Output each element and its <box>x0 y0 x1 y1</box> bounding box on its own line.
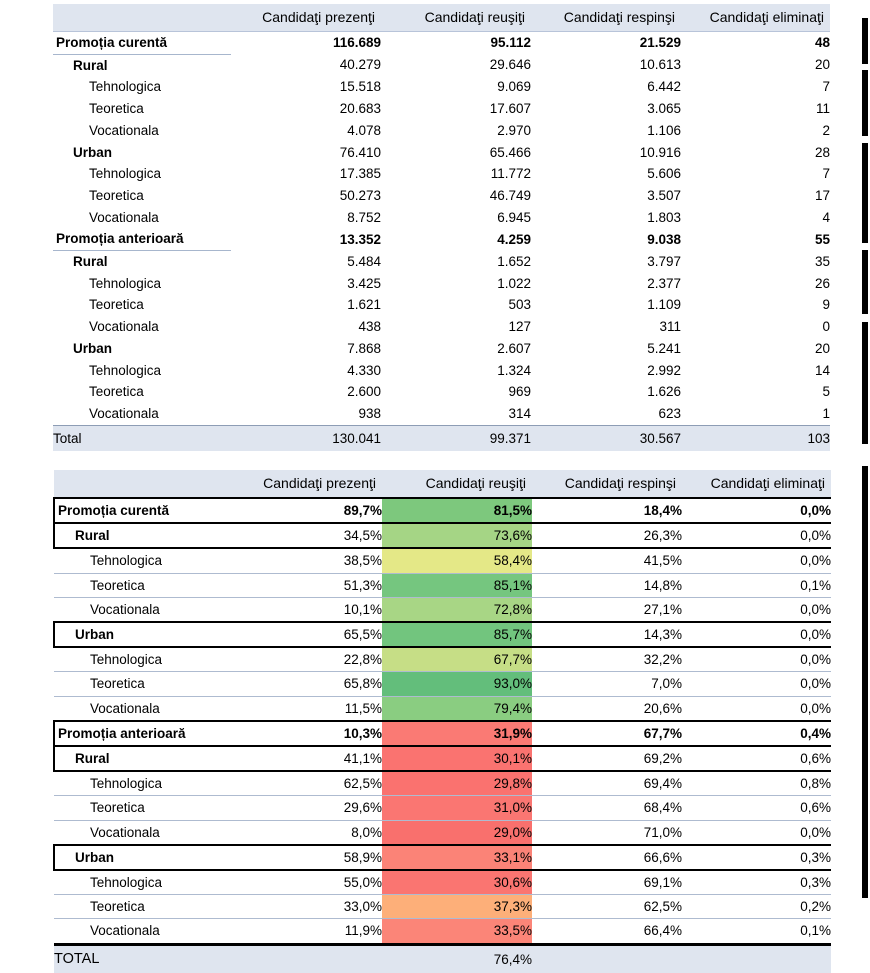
row-value: 8.752 <box>347 209 381 225</box>
row-value: 48 <box>814 35 830 51</box>
table-row <box>53 54 830 76</box>
table-row <box>54 845 831 870</box>
row-value: 116.689 <box>332 35 381 51</box>
percent-table <box>53 470 831 973</box>
row-value-heat: 79,4% <box>382 696 532 721</box>
row-value: 20,6% <box>532 696 682 721</box>
table-row <box>53 207 830 229</box>
row-label: Vocationala <box>54 919 232 944</box>
row-value: 1.621 <box>347 297 381 313</box>
row-value: 89,7% <box>232 498 382 523</box>
row-value: 0 <box>822 319 830 335</box>
counts-header-label <box>53 4 231 32</box>
row-value: 10,3% <box>232 721 382 746</box>
percent-header-respinsi: Candidaţi respinşi <box>532 470 682 498</box>
row-value: 0,3% <box>682 845 831 870</box>
edge-strip-segment <box>862 322 868 444</box>
total-label: Total <box>53 425 231 451</box>
row-value: 69,4% <box>532 771 682 796</box>
row-value: 65.466 <box>489 144 531 160</box>
table-row <box>53 98 830 120</box>
table-row <box>54 721 831 746</box>
row-label: Tehnologica <box>54 647 232 672</box>
row-label: Teoretica <box>89 297 144 313</box>
row-value: 4.259 <box>497 231 531 247</box>
row-value: 67,7% <box>532 721 682 746</box>
total-value: 130.041 <box>231 425 381 451</box>
table-row <box>53 32 830 55</box>
row-value-heat: 85,1% <box>382 573 532 597</box>
row-value: 33,0% <box>232 895 382 919</box>
row-value: 1.022 <box>497 275 531 291</box>
table-row <box>53 403 830 425</box>
row-value: 0,0% <box>682 548 831 573</box>
row-label: Urban <box>73 340 113 356</box>
row-value: 2.377 <box>647 275 681 291</box>
percent-header-prezenti: Candidaţi prezenţi <box>232 470 382 498</box>
percent-header-reusiti: Candidaţi reuşiţi <box>382 470 532 498</box>
row-value: 2 <box>822 122 830 138</box>
row-label: Rural <box>73 57 108 73</box>
table-row <box>53 120 830 142</box>
counts-table <box>53 4 830 451</box>
row-value: 3.425 <box>347 275 381 291</box>
row-label: Rural <box>54 746 232 771</box>
counts-header-respinsi: Candidaţi respinşi <box>531 4 681 32</box>
row-label: Tehnologica <box>54 870 232 895</box>
row-label: Vocationala <box>89 209 159 225</box>
row-value: 7.868 <box>347 340 381 356</box>
row-value: 20 <box>814 340 830 356</box>
row-value: 18,4% <box>532 498 682 523</box>
row-value: 21.529 <box>639 35 681 51</box>
row-value-heat: 33,5% <box>382 919 532 944</box>
table-row <box>53 338 830 360</box>
row-value: 13.352 <box>339 231 381 247</box>
total-value: 99.371 <box>381 425 531 451</box>
row-label: Tehnologica <box>54 548 232 573</box>
row-label: Teoretica <box>89 384 144 400</box>
row-value-heat: 30,6% <box>382 870 532 895</box>
row-value: 0,0% <box>682 820 831 845</box>
total-label: TOTAL <box>54 944 232 973</box>
row-value: 1.106 <box>647 122 681 138</box>
row-value: 7 <box>822 166 830 182</box>
row-label: Vocationala <box>54 820 232 845</box>
row-label: Tehnologica <box>89 79 162 95</box>
table-row <box>54 895 831 919</box>
row-value: 14,8% <box>532 573 682 597</box>
row-value: 10,1% <box>232 597 382 622</box>
row-value: 20 <box>814 57 830 73</box>
row-value: 17.385 <box>339 166 381 182</box>
table-row <box>54 919 831 944</box>
row-value: 1.803 <box>647 209 681 225</box>
row-value-heat: 30,1% <box>382 746 532 771</box>
table-row <box>54 672 831 696</box>
row-value: 41,5% <box>532 548 682 573</box>
row-value: 2.607 <box>497 340 531 356</box>
row-label: Vocationala <box>54 597 232 622</box>
row-value: 1.324 <box>497 362 531 378</box>
row-value: 29,6% <box>232 796 382 820</box>
row-label: Urban <box>54 845 232 870</box>
row-value: 22,8% <box>232 647 382 672</box>
row-value: 51,3% <box>232 573 382 597</box>
total-value: 76,4% <box>382 944 532 973</box>
percent-body <box>54 498 831 973</box>
counts-header-eliminati: Candidaţi eliminaţi <box>681 4 830 32</box>
row-value: 40.279 <box>339 57 381 73</box>
row-label: Urban <box>54 622 232 647</box>
row-value: 32,2% <box>532 647 682 672</box>
table-row <box>54 771 831 796</box>
row-value: 0,0% <box>682 672 831 696</box>
row-value: 0,8% <box>682 771 831 796</box>
row-value: 66,4% <box>532 919 682 944</box>
row-value: 6.442 <box>647 79 681 95</box>
percent-header-label <box>54 470 232 498</box>
row-label: Tehnologica <box>89 166 162 182</box>
row-value-heat: 33,1% <box>382 845 532 870</box>
row-value: 95.112 <box>490 35 531 51</box>
table-row <box>53 316 830 338</box>
row-value: 62,5% <box>532 895 682 919</box>
row-value: 2.600 <box>347 384 381 400</box>
row-value: 34,5% <box>232 523 382 548</box>
row-value: 65,8% <box>232 672 382 696</box>
row-label: Vocationala <box>54 696 232 721</box>
row-value: 66,6% <box>532 845 682 870</box>
row-value-heat: 31,9% <box>382 721 532 746</box>
row-value: 0,3% <box>682 870 831 895</box>
total-row <box>54 944 831 973</box>
row-value: 20.683 <box>339 101 381 117</box>
row-value: 5.241 <box>647 340 681 356</box>
row-value: 68,4% <box>532 796 682 820</box>
counts-header-row <box>53 4 830 32</box>
table-row <box>54 548 831 573</box>
row-value: 4 <box>822 209 830 225</box>
row-value: 7 <box>822 79 830 95</box>
row-label: Teoretica <box>89 187 144 203</box>
row-label: Urban <box>73 144 113 160</box>
row-value-heat: 29,8% <box>382 771 532 796</box>
row-value: 8,0% <box>232 820 382 845</box>
row-value: 62,5% <box>232 771 382 796</box>
table-row <box>53 142 830 164</box>
row-value: 4.078 <box>347 122 381 138</box>
row-value: 38,5% <box>232 548 382 573</box>
row-value: 0,0% <box>682 647 831 672</box>
row-value-heat: 73,6% <box>382 523 532 548</box>
row-value: 0,1% <box>682 919 831 944</box>
row-label: Promoția anterioară <box>54 721 232 746</box>
counts-body <box>53 32 830 451</box>
total-value <box>232 944 382 973</box>
row-value: 58,9% <box>232 845 382 870</box>
row-value: 1 <box>681 403 830 425</box>
table-row <box>53 76 830 98</box>
row-value: 0,0% <box>682 622 831 647</box>
row-value: 50.273 <box>339 187 381 203</box>
row-value-heat: 93,0% <box>382 672 532 696</box>
row-value: 29.646 <box>489 57 531 73</box>
row-label: Rural <box>54 523 232 548</box>
row-value: 1.652 <box>497 253 531 269</box>
row-value: 0,2% <box>682 895 831 919</box>
row-value: 127 <box>508 319 531 335</box>
table-row <box>54 622 831 647</box>
percent-header-row <box>54 470 831 498</box>
row-value: 17 <box>814 187 830 203</box>
row-value: 15.518 <box>339 79 381 95</box>
row-value: 69,1% <box>532 870 682 895</box>
row-value: 17.607 <box>489 101 531 117</box>
table-row <box>54 498 831 523</box>
row-value: 9.038 <box>647 231 681 247</box>
table-row <box>54 796 831 820</box>
row-value: 0,0% <box>682 523 831 548</box>
row-value: 503 <box>508 297 531 313</box>
row-value: 0,1% <box>682 573 831 597</box>
table-row <box>53 163 830 185</box>
row-value-heat: 31,0% <box>382 796 532 820</box>
row-label: Rural <box>73 254 108 270</box>
row-value: 5 <box>822 384 830 400</box>
table-row <box>54 597 831 622</box>
table-row <box>54 746 831 771</box>
row-value: 55 <box>814 231 830 247</box>
table-row <box>53 381 830 403</box>
row-value-heat: 58,4% <box>382 548 532 573</box>
row-value: 5.484 <box>347 253 381 269</box>
row-value: 6.945 <box>497 209 531 225</box>
row-label: Promoția curentă <box>53 32 231 55</box>
total-value: 30.567 <box>531 425 681 451</box>
table-row <box>53 251 830 273</box>
edge-strip-segment <box>862 70 868 136</box>
row-value-heat: 85,7% <box>382 622 532 647</box>
counts-header-reusiti: Candidaţi reuşiţi <box>381 4 531 32</box>
edge-strip-segment <box>862 250 868 314</box>
row-value: 3.507 <box>647 187 681 203</box>
row-value: 35 <box>814 253 830 269</box>
row-label: Tehnologica <box>54 771 232 796</box>
row-value: 10.916 <box>639 144 681 160</box>
row-value: 69,2% <box>532 746 682 771</box>
row-label: Teoretica <box>54 895 232 919</box>
row-label: Tehnologica <box>89 362 162 378</box>
total-row <box>53 425 830 451</box>
row-value: 71,0% <box>532 820 682 845</box>
table-row <box>53 228 830 250</box>
table-row <box>53 185 830 207</box>
total-value <box>532 944 682 973</box>
row-label: Tehnologica <box>89 275 162 291</box>
edge-strip-segment <box>862 466 868 898</box>
row-value: 0,6% <box>682 796 831 820</box>
table-row <box>54 696 831 721</box>
row-label: Teoretica <box>54 796 232 820</box>
table-row <box>53 360 830 382</box>
table-row <box>53 273 830 295</box>
row-value: 0,0% <box>682 696 831 721</box>
row-value: 314 <box>381 403 531 425</box>
row-label: Teoretica <box>54 672 232 696</box>
row-value: 0,4% <box>682 721 831 746</box>
table-row <box>54 870 831 895</box>
total-value: 103 <box>681 425 830 451</box>
percent-header-eliminati: Candidaţi eliminaţi <box>682 470 831 498</box>
row-label: Teoretica <box>89 101 144 117</box>
row-value: 28 <box>814 144 830 160</box>
row-value: 41,1% <box>232 746 382 771</box>
row-value-heat: 37,3% <box>382 895 532 919</box>
total-value <box>682 944 831 973</box>
row-value: 623 <box>531 403 681 425</box>
row-value: 2.992 <box>647 362 681 378</box>
row-value: 5.606 <box>647 166 681 182</box>
row-label: Vocationala <box>53 403 231 425</box>
edge-strip-segment <box>862 143 868 243</box>
row-value: 4.330 <box>347 362 381 378</box>
row-value: 7,0% <box>532 672 682 696</box>
row-value-heat: 81,5% <box>382 498 532 523</box>
row-value: 11.772 <box>490 166 531 182</box>
row-value: 938 <box>231 403 381 425</box>
row-value: 27,1% <box>532 597 682 622</box>
row-value-heat: 29,0% <box>382 820 532 845</box>
row-value: 1.626 <box>647 384 681 400</box>
row-value: 2.970 <box>497 122 531 138</box>
row-value: 1.109 <box>647 297 681 313</box>
table-row <box>54 820 831 845</box>
row-label: Vocationala <box>89 319 159 335</box>
row-value: 65,5% <box>232 622 382 647</box>
row-value: 26 <box>814 275 830 291</box>
row-value: 46.749 <box>489 187 531 203</box>
row-value: 0,0% <box>682 597 831 622</box>
row-value: 10.613 <box>639 57 681 73</box>
row-value: 14 <box>814 362 830 378</box>
row-value: 11,9% <box>232 919 382 944</box>
row-value: 969 <box>508 384 531 400</box>
table-row <box>54 647 831 672</box>
row-value: 11 <box>815 101 830 117</box>
row-label: Teoretica <box>54 573 232 597</box>
row-label: Promoția curentă <box>54 498 232 523</box>
table-row <box>54 573 831 597</box>
counts-header-prezenti: Candidaţi prezenţi <box>231 4 381 32</box>
row-value: 55,0% <box>232 870 382 895</box>
row-label: Vocationala <box>89 122 159 138</box>
row-value: 76.410 <box>339 144 381 160</box>
row-value: 438 <box>358 319 381 335</box>
row-value: 3.797 <box>647 253 681 269</box>
table-row <box>54 523 831 548</box>
row-value: 3.065 <box>647 101 681 117</box>
row-value: 311 <box>659 319 681 335</box>
row-value: 0,6% <box>682 746 831 771</box>
row-value-heat: 72,8% <box>382 597 532 622</box>
row-label: Promoția anterioară <box>53 228 231 250</box>
row-value: 14,3% <box>532 622 682 647</box>
row-value: 26,3% <box>532 523 682 548</box>
row-value-heat: 67,7% <box>382 647 532 672</box>
row-value: 0,0% <box>682 498 831 523</box>
row-value: 9 <box>822 297 830 313</box>
row-value: 9.069 <box>497 79 531 95</box>
edge-strip-segment <box>862 18 868 64</box>
table-row <box>53 294 830 316</box>
row-value: 11,5% <box>232 696 382 721</box>
